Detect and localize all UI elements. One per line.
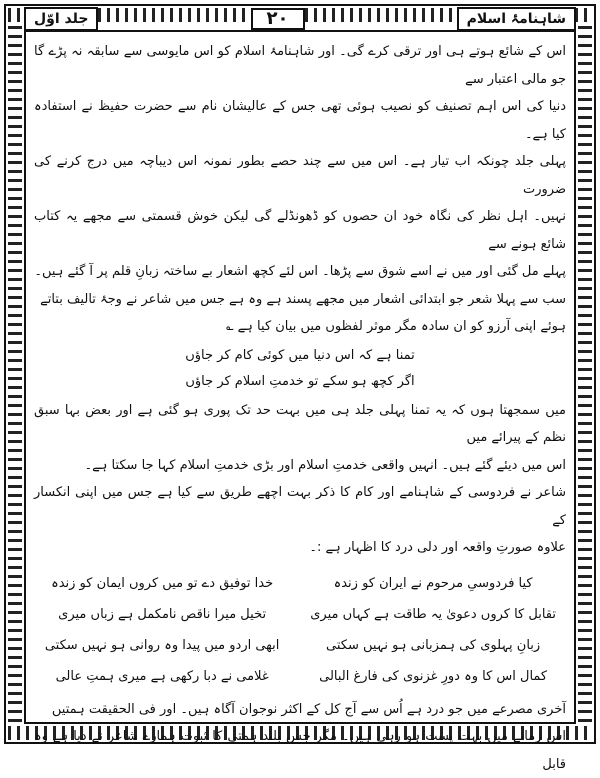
text-line: ہوئے اپنی آرزو کو ان سادہ مگر موثر لفظوں میں بیان کیا ہے ؎ xyxy=(225,319,566,334)
page-body xyxy=(34,38,566,772)
text-line: پہلے مل گئی اور میں نے اسے شوق سے پڑھا۔ اس لئے کچھ اشعار بے ساختہ زبانِ قلم پر آ گئے ہیں۔ xyxy=(34,264,566,279)
page-header xyxy=(24,6,576,32)
verse-couplet xyxy=(34,343,566,395)
verse-line: اگر کچھ ہو سکے تو خدمتِ اسلام کر جاؤں xyxy=(185,373,415,389)
poem-line: زبانِ پہلوی کی ہمزبانی ہو نہیں سکتی xyxy=(326,637,541,653)
text-line: اس میں دیئے گئے ہیں۔ انہیں واقعی خدمتِ اسلام اور بڑی خدمتِ اسلام کہا جا سکتا ہے۔ xyxy=(84,457,566,473)
text-line: اس زمانے میں بہت پست ہو رہی ہیں۔ مگر جس بلند ہمتی کا ثبوت ہمارے شاعر نے دیا ہے وہ قابل xyxy=(34,729,566,772)
text-line: نہیں۔ اہل نظر کی نگاہ خود ان حصوں کو ڈھونڈلے گی لیکن خوش قسمتی سے مجھے یہ کتاب شائع ہونے سے xyxy=(34,209,566,252)
text-line: اس کے شائع ہوتے ہی اور ترقی کرے گی۔ اور شاہنامۂ اسلام کو اس مایوسی سے سابقہ نہ پڑے گا جو مالی اعتبار سے xyxy=(34,44,566,87)
poem-line: خدا توفیق دے تو میں کروں ایمان کو زندہ xyxy=(51,575,274,591)
poem-line: تقابل کا کروں دعویٰ یہ طاقت ہے کہاں میری xyxy=(310,606,556,622)
volume-label: جلد اوّل xyxy=(24,7,98,31)
poem-block xyxy=(44,568,556,692)
text-line: علاوہ صورتِ واقعہ اور دلی درد کا اظہار ہے :۔ xyxy=(309,540,566,555)
page-number: ٢٠ xyxy=(251,8,305,30)
poem-line: کیا فردوسیِ مرحوم نے ایران کو زندہ xyxy=(333,575,533,591)
poem-line: کمال اس کا وہ دورِ غزنوی کی فارغ البالی xyxy=(319,668,548,684)
text-line: آخری مصرعے میں جو درد ہے اُس سے آج کل کے اکثر نوجوان آگاہ ہیں۔ اور فی الحقیقت ہمتیں xyxy=(51,701,566,717)
text-line: دنیا کی اس اہم تصنیف کو نصیب ہوئی تھی جس کے عالیشان نام سے حضرت حفیظ نے استفادہ کیا ہے۔ xyxy=(34,99,566,142)
text-line: میں سمجھتا ہوں کہ یہ تمنا پہلی جلد ہی میں بہت حد تک پوری ہو گئی ہے اور بعض بہا سبق نظم کے پیرائے میں xyxy=(34,402,566,445)
poem-line: ابھی اردو میں پیدا وہ روانی ہو نہیں سکتی xyxy=(44,637,280,653)
poem-line: تخیل میرا ناقص نامکمل ہے زباں میری xyxy=(58,606,267,622)
poem-line: غلامی نے دبا رکھی ہے میری ہمتِ عالی xyxy=(55,668,269,684)
verse-line: تمنا ہے کہ اس دنیا میں کوئی کام کر جاؤں xyxy=(185,347,415,363)
text-line: شاعر نے فردوسی کے شاہنامے اور کام کا ذکر بہت اچھے طریق سے کیا ہے جس میں اپنی انکسار کے xyxy=(34,485,566,528)
book-title: شاہنامۂ اسلام xyxy=(457,7,576,31)
text-line: سب سے پہلا شعر جو ابتدائی اشعار میں مجھے پسند ہے وہ ہے جس میں شاعر نے وجۂ تالیف بتاتے xyxy=(40,291,566,307)
text-line: پہلی جلد چونکہ اب تیار ہے۔ اس میں سے چند حصے بطور نمونہ اس دیباچہ میں درج کرنے کی ضرورت xyxy=(34,154,566,197)
